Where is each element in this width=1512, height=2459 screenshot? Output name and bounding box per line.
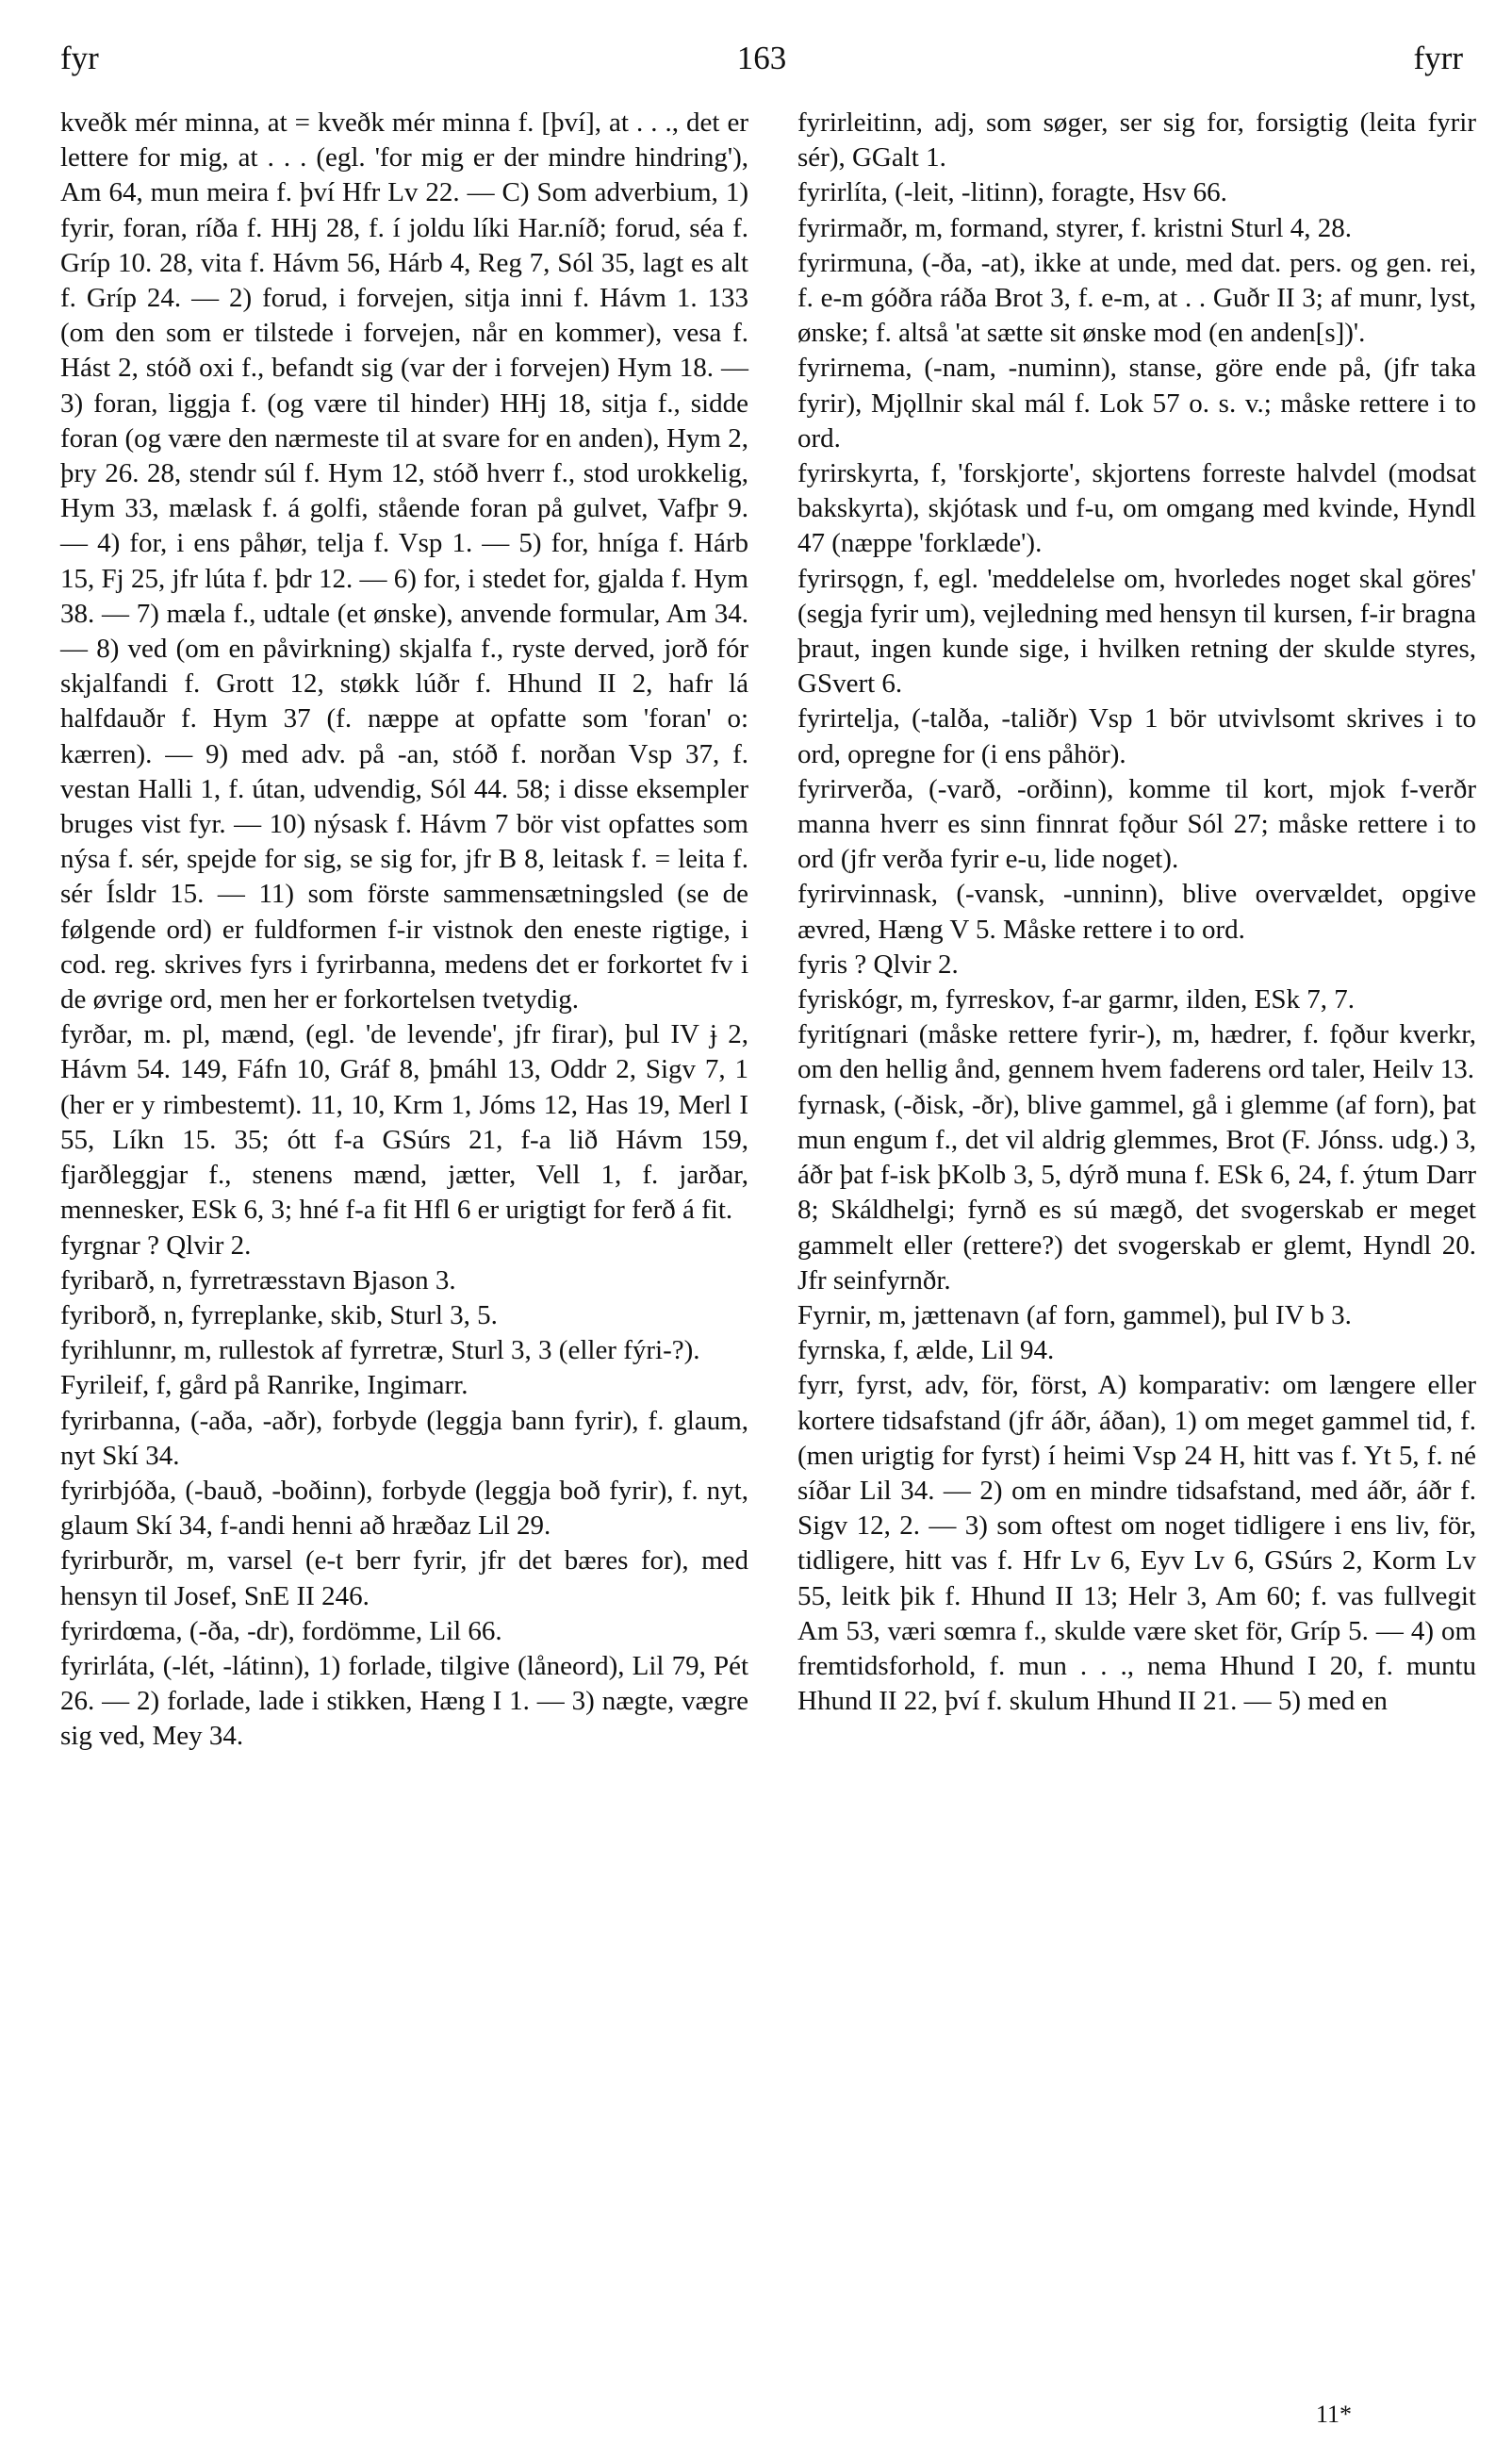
dictionary-entry: fyrnska, f, ælde, Lil 94.	[797, 1335, 1055, 1366]
dictionary-entry: fyrirlíta, (-leit, -litinn), foragte, Hsv 66.	[797, 177, 1227, 208]
dictionary-entry: fyriskógr, m, fyrreskov, f-ar garmr, ilden, ESk 7, 7.	[797, 984, 1355, 1015]
running-head-left: fyr	[60, 40, 99, 76]
dictionary-entry: fyrnask, (-ðisk, -ðr), blive gammel, gå i glemme (af forn), þat mun engum f., det vil aldrig glemmes, Brot (F. Jónss. udg.) 3, áðr þat f-isk þKolb 3, 5, dýrð muna f. ESk 6, 24, f. ýtum Darr 8; Skáldhelgi; fyrnð es sú mægð, det svogerskab er meget gammelt eller (rettere?) det svogerskab er glemt, Hyndl 20. Jfr seinfyrnðr.	[797, 1089, 1476, 1296]
dictionary-entry: fyrirburðr, m, varsel (e-t berr fyrir, jfr det bæres for), med hensyn til Josef, SnE II 246.	[60, 1545, 748, 1611]
dictionary-entry: fyrirmuna, (-ða, -at), ikke at unde, med dat. pers. og gen. rei, f. e-m góðra ráða Brot 3, f. e-m, at . . Guðr II 3; af munr, lyst, ønske; f. altså 'at sætte sit ønske mod (en anden[s])'.	[797, 247, 1476, 349]
dictionary-entry: fyrirnema, (-nam, -numinn), stanse, göre ende på, (jfr taka fyrir), Mjǫllnir skal mál f. Lok 57 o. s. v.; måske rettere i to ord.	[797, 353, 1476, 454]
dictionary-entry: fyris ? Qlvir 2.	[797, 949, 959, 980]
dictionary-entry: fyrirbjóða, (-bauð, -boðinn), forbyde (leggja boð fyrir), f. nyt, glaum Skí 34, f-andi henni að hræðaz Lil 29.	[60, 1475, 748, 1542]
dictionary-entry: fyrihlunnr, m, rullestok af fyrretræ, Sturl 3, 3 (eller fýri-?).	[60, 1335, 700, 1366]
dictionary-entry: fyrðar, m. pl, mænd, (egl. 'de levende', jfr firar), þul IV ɉ 2, Hávm 54. 149, Fáfn 10, Gráf 8, þmáhl 13, Oddr 2, Sigv 7, 1 (her er y rimbestemt). 11, 10, Krm 1, Jóms 12, Has 19, Merl I 55, Líkn 15. 35; ótt f-a GSúrs 21, f-a lið Hávm 159, fjarðleggjar f., stenens mænd, jætter, Vell 1, f. jarðar, mennesker, ESk 6, 3; hné f-a fit Hfl 6 er urigtigt for ferð á fit.	[60, 1019, 748, 1226]
dictionary-entry: fyrirvinnask, (-vansk, -unninn), blive overvældet, opgive ævred, Hæng V 5. Måske rettere i to ord.	[797, 879, 1476, 945]
running-head-right: fyrr	[1413, 40, 1463, 76]
dictionary-entry: fyrirsǫgn, f, egl. 'meddelelse om, hvorledes noget skal göres' (segja fyrir um), vejledning med hensyn til kursen, f-ir bragna þraut, ingen kunde sige, i hvilken retning der skulde styres, GSvert 6.	[797, 563, 1476, 700]
dictionary-entry: Fyrileif, f, gård på Ranrike, Ingimarr.	[60, 1370, 468, 1401]
dictionary-entry: fyrirleitinn, adj, som søger, ser sig for, forsigtig (leita fyrir sér), GGalt 1.	[797, 107, 1476, 173]
dictionary-entry: fyrirbanna, (-aða, -aðr), forbyde (leggja bann fyrir), f. glaum, nyt Skí 34.	[60, 1405, 748, 1471]
page-number: 163	[736, 40, 787, 76]
dictionary-entry: fyrirláta, (-lét, -látinn), 1) forlade, tilgive (låneord), Lil 79, Pét 26. — 2) forlade, lade i stikken, Hæng I 1. — 3) nægte, vægre sig ved, Mey 34.	[60, 1650, 748, 1752]
signature-mark: 11*	[1315, 2401, 1352, 2428]
dictionary-entry: fyrirmaðr, m, formand, styrer, f. kristni Sturl 4, 28.	[797, 212, 1353, 243]
page-header	[60, 40, 1463, 87]
right-column	[797, 106, 1476, 1719]
dictionary-entry: fyrr, fyrst, adv, för, först, A) komparativ: om længere eller kortere tidsafstand (jfr áðr, áðan), 1) om meget gammel tid, f. (men urigtig for fyrst) í heimi Vsp 24 H, hitt vas f. Yt 5, f. né síðar Lil 34. — 2) om en mindre tidsafstand, med áðr, áðr f. Sigv 12, 2. — 3) som oftest om noget tidligere i ens liv, för, tidligere, hitt vas f. Hfr Lv 6, Eyv Lv 6, GSúrs 2, Korm Lv 55, leitk þik f. Hhund II 13; Helr 3, Am 60; f. vas fullvegit Am 53, væri sœmra f., skulde være sket för, Gríp 5. — 4) om fremtidsforhold, f. mun . . ., nema Hhund I 20, f. muntu Hhund II 22, því f. skulum Hhund II 21. — 5) med en	[797, 1370, 1476, 1717]
left-column	[60, 106, 748, 1755]
dictionary-entry: fyriborð, n, fyrreplanke, skib, Sturl 3, 5.	[60, 1299, 498, 1330]
dictionary-entry: fyritígnari (måske rettere fyrir-), m, hædrer, f. fǫður kverkr, om den hellig ånd, gennem hvem faderens ord taler, Heilv 13.	[797, 1019, 1476, 1085]
dictionary-entry: fyrirskyrta, f, 'forskjorte', skjortens forreste halvdel (modsat bakskyrta), skjótask und f-u, om omgang med kvinde, Hyndl 47 (næppe 'forklæde').	[797, 458, 1476, 559]
dictionary-entry: Fyrnir, m, jættenavn (af forn, gammel), þul IV b 3.	[797, 1299, 1352, 1330]
dictionary-entry: fyrirverða, (-varð, -orðinn), komme til kort, mjok f-verðr manna hverr es sinn finnrat fǫður Sól 27; måske rettere i to ord (jfr verða fyrir e-u, lide noget).	[797, 773, 1476, 875]
dictionary-entry: fyrirtelja, (-talða, -taliðr) Vsp 1 bör utvivlsomt skrives i to ord, opregne for (i ens påhör).	[797, 703, 1476, 769]
dictionary-entry: fyribarð, n, fyrretræsstavn Bjason 3.	[60, 1264, 456, 1296]
dictionary-entry: fyrgnar ? Qlvir 2.	[60, 1230, 252, 1261]
dictionary-entry: fyrirdœma, (-ða, -dr), fordömme, Lil 66.	[60, 1615, 502, 1646]
dictionary-entry: kveðk mér minna, at = kveðk mér minna f. [því], at . . ., det er lettere for mig, at . . . (egl. 'for mig er der mindre hindring'), Am 64, mun meira f. því Hfr Lv 22. — C) Som adverbium, 1) fyrir, foran, ríða f. HHj 28, f. í joldu líki Har.níð; forud, séa f. Gríp 10. 28, vita f. Hávm 56, Hárb 4, Reg 7, Sól 35, lagt es alt f. Gríp 24. — 2) forud, i forvejen, sitja inni f. Hávm 1. 133 (om den som er tilstede i forvejen, når en kommer), vesa f. Hást 2, stóð oxi f., befandt sig (var der i forvejen) Hym 18. — 3) foran, liggja f. (og være til hinder) HHj 18, sitja f., sidde foran (og være den nærmeste til at svare for en anden), Hym 2, þry 26. 28, stendr súl f. Hym 12, stóð hverr f., stod urokkelig, Hym 33, mælask f. á golfi, stående foran på gulvet, Vafþr 9. — 4) for, i ens påhør, telja f. Vsp 1. — 5) for, hníga f. Hárb 15, Fj 25, jfr lúta f. þdr 12. — 6) for, i stedet for, gjalda f. Hym 38. — 7) mæla f., udtale (et ønske), anvende formular, Am 34. — 8) ved (om en påvirkning) skjalfa f., ryste derved, jorð fór skjalfandi f. Grott 12, støkk lúðr f. Hhund II 2, hafr lá halfdauðr f. Hym 37 (f. næppe at opfatte som 'foran' o: kærren). — 9) med adv. på -an, stóð f. norðan Vsp 37, f. vestan Halli 1, f. útan, udvendig, Sól 44. 58; i disse eksempler bruges vist fyr. — 10) nýsask f. Hávm 7 bör vist opfattes som nýsa f. sér, spejde for sig, se sig for, jfr B 8, leitask f. = leita f. sér Ísldr 15. — 11) som förste sammensætningsled (se de følgende ord) er fuldformen f-ir vistnok den eneste rigtige, i cod. reg. skrives fyrs i fyrirbanna, medens det er forkortet fv i de øvrige ord, men her er forkortelsen tvetydig.	[60, 107, 748, 1015]
